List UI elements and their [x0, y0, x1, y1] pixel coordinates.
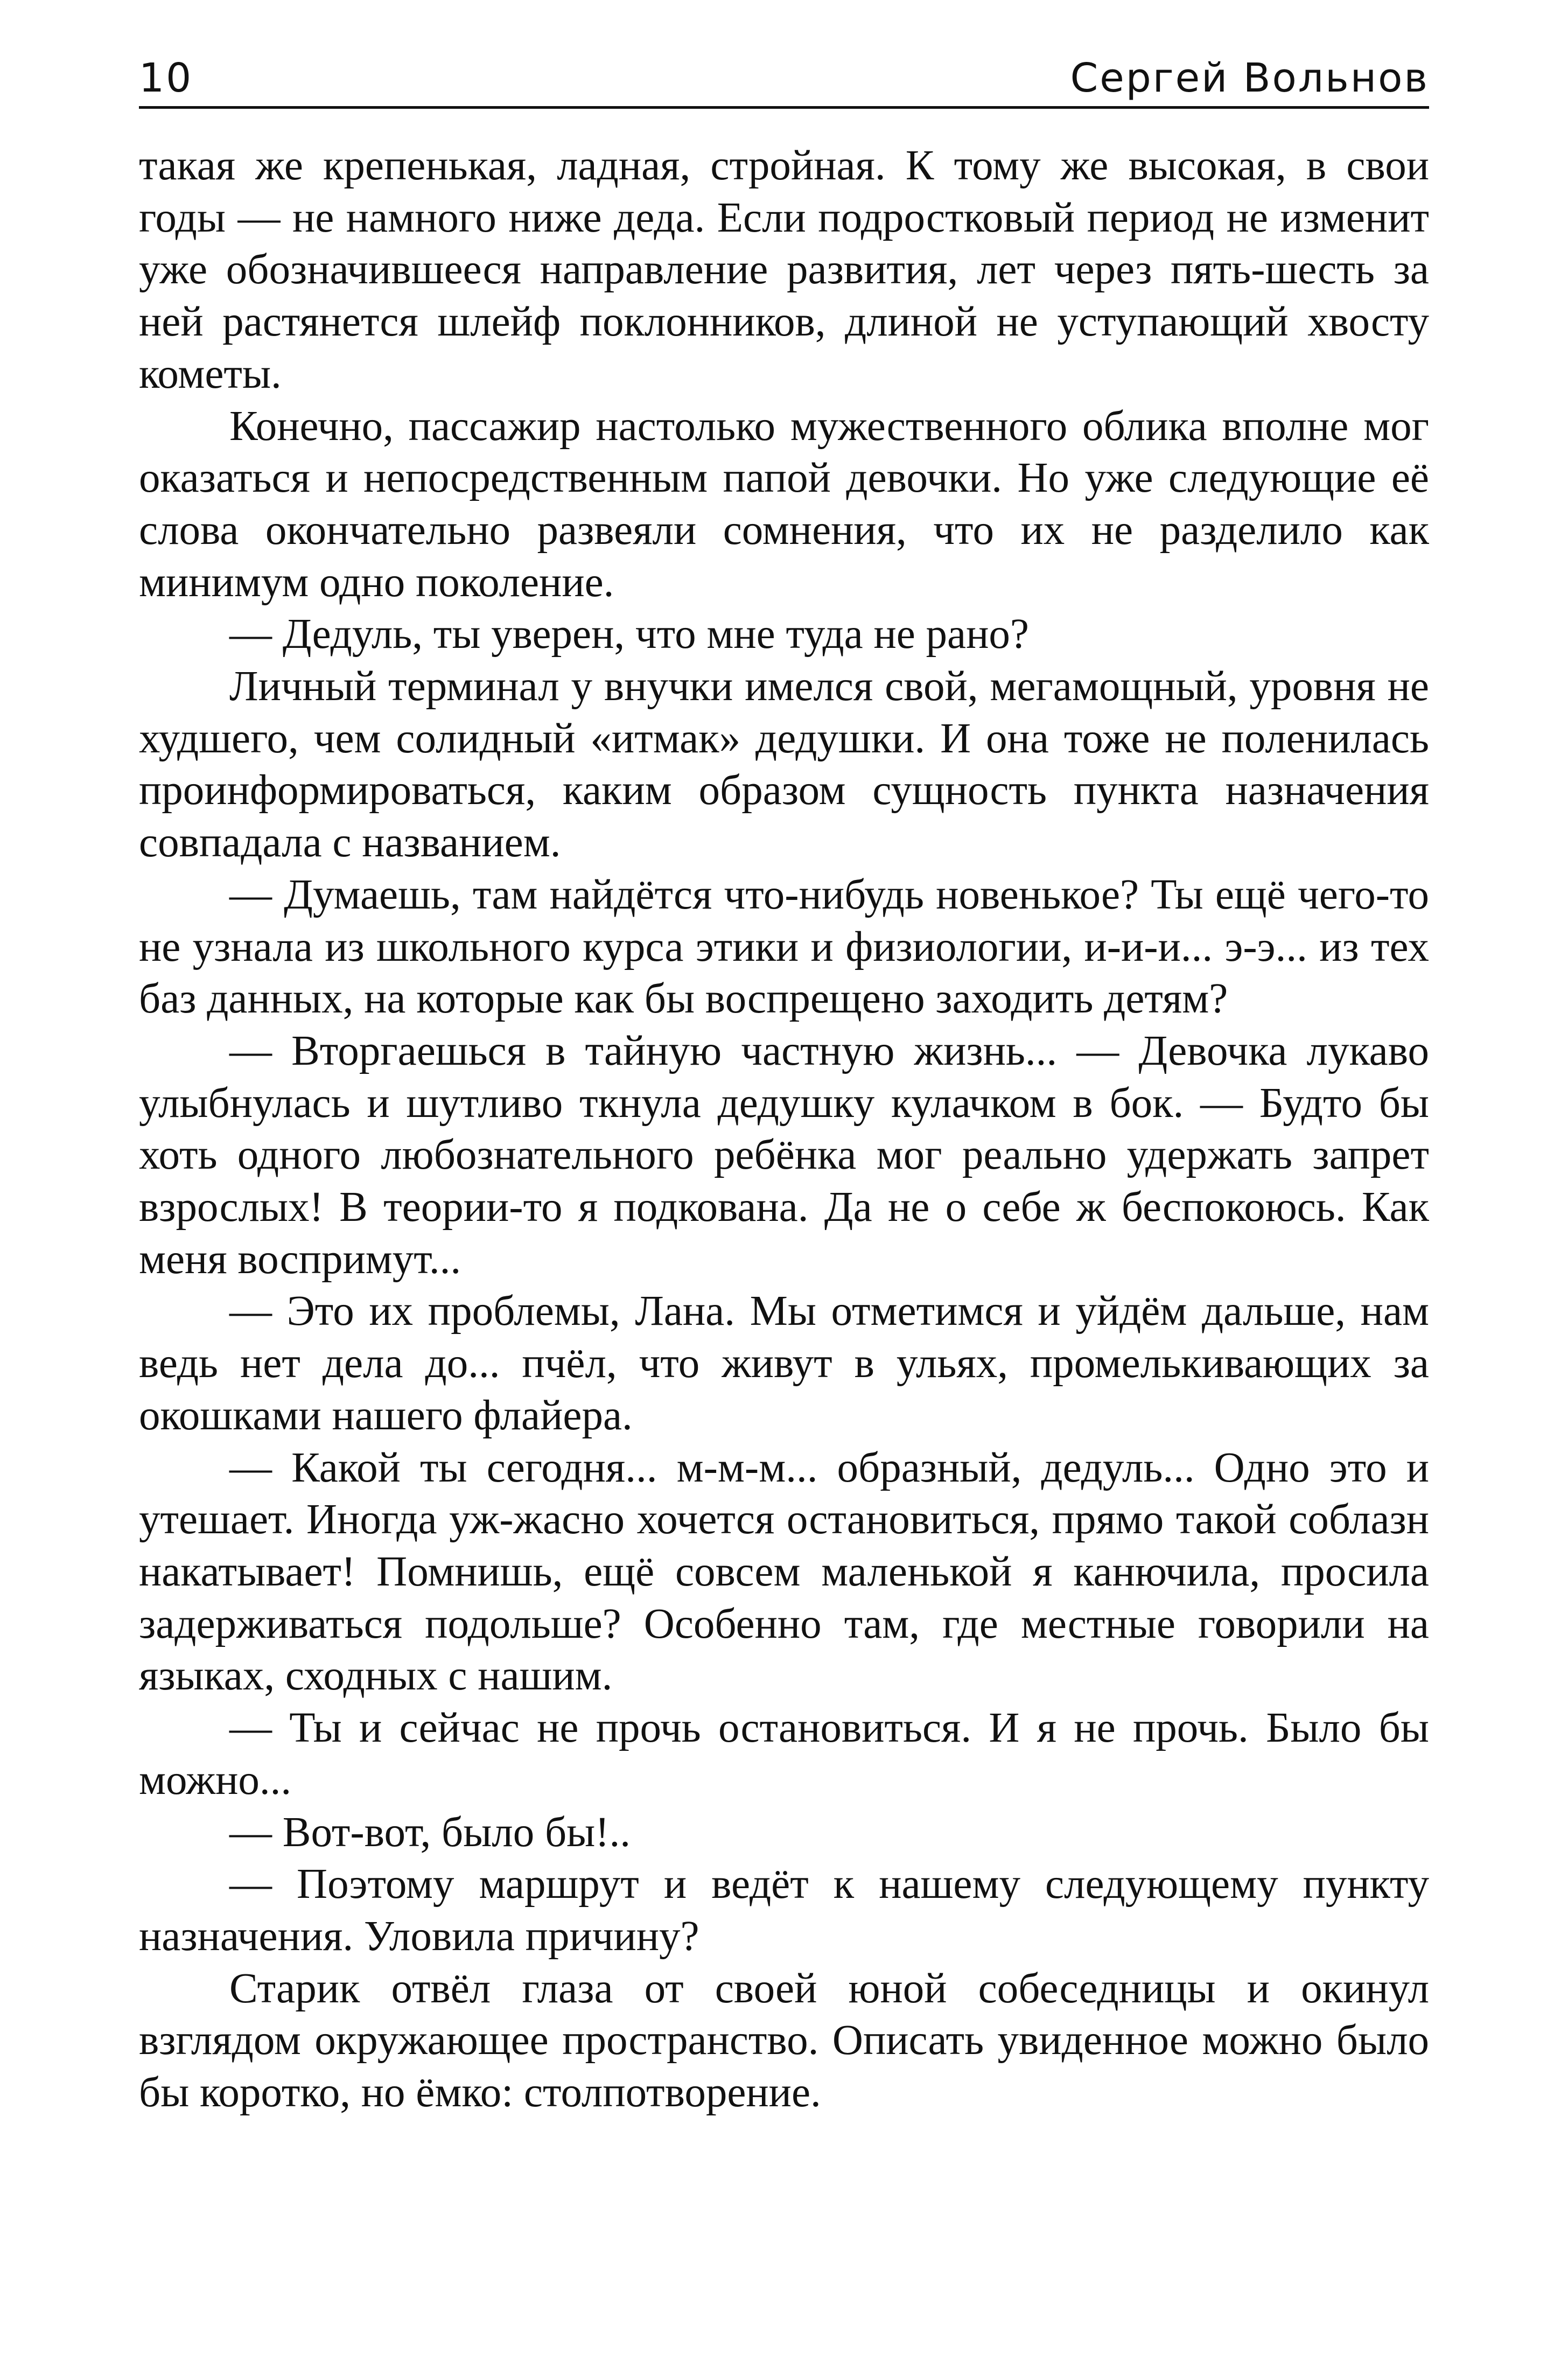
page-number: 10 [139, 55, 193, 101]
paragraph: такая же крепенькая, ладная, стройная. К тому же высокая, в свои годы — не намного ниже деда. Если подростковый период не изменит уже обозначившееся направление развития, лет через пять-шесть за ней растянется шлейф поклонников, длиной не уступающий хвосту кометы. [139, 142, 1429, 397]
paragraph: — Какой ты сегодня... м-м-м... образный, дедуль... Одно это и утешает. Иногда уж-жасно хочется остановиться, прямо такой соблазн накатывает! Помнишь, ещё совсем маленькой я канючила, просила задерживаться подольше? Особенно там, где местные говорили на языках, сходных с нашим. [139, 1444, 1429, 1700]
body-text [139, 140, 1429, 2119]
header-divider [139, 106, 1429, 109]
page-header [139, 51, 1429, 105]
paragraph: — Думаешь, там найдётся что-нибудь новенькое? Ты ещё чего-то не узнала из школьного курса этики и физиологии, и-и-и... э-э... из тех баз данных, на которые как бы воспрещено заходить детям? [139, 871, 1429, 1023]
paragraph: — Вторгаешься в тайную частную жизнь... — Девочка лукаво улыбнулась и шутливо ткнула дедушку кулачком в бок. — Будто бы хоть одного любознательного ребёнка мог реально удержать запрет взрослых! В теории-то я подкована. Да не о себе ж беспокоюсь. Как меня воспримут... [139, 1027, 1429, 1283]
paragraph: — Вот-вот, было бы!.. [229, 1808, 631, 1856]
paragraph: Личный терминал у внучки имелся свой, мегамощный, уровня не худшего, чем солидный «итмак» дедушки. И она тоже не поленилась проинформироваться, каким образом сущность пункта назначения совпадала с названием. [139, 663, 1429, 867]
running-title: Сергей Вольнов [1070, 55, 1429, 101]
paragraph: — Поэтому маршрут и ведёт к нашему следующему пункту назначения. Уловила причину? [139, 1861, 1429, 1960]
paragraph: — Дедуль, ты уверен, что мне туда не рано? [229, 611, 1029, 658]
paragraph: Конечно, пассажир настолько мужественного облика вполне мог оказаться и непосредственным папой девочки. Но уже следующие её слова окончательно развеяли сомнения, что их не разделило как минимум одно поколение. [139, 402, 1429, 606]
paragraph: Старик отвёл глаза от своей юной собеседницы и окинул взглядом окружающее пространство. Описать увиденное можно было бы коротко, но ёмко: столпотворение. [139, 1965, 1429, 2116]
paragraph: — Это их проблемы, Лана. Мы отметимся и уйдём дальше, нам ведь нет дела до... пчёл, что живут в ульях, промелькивающих за окошками нашего флайера. [139, 1288, 1429, 1439]
book-page [139, 0, 1429, 2361]
paragraph: — Ты и сейчас не прочь остановиться. И я не прочь. Было бы можно... [139, 1705, 1429, 1804]
